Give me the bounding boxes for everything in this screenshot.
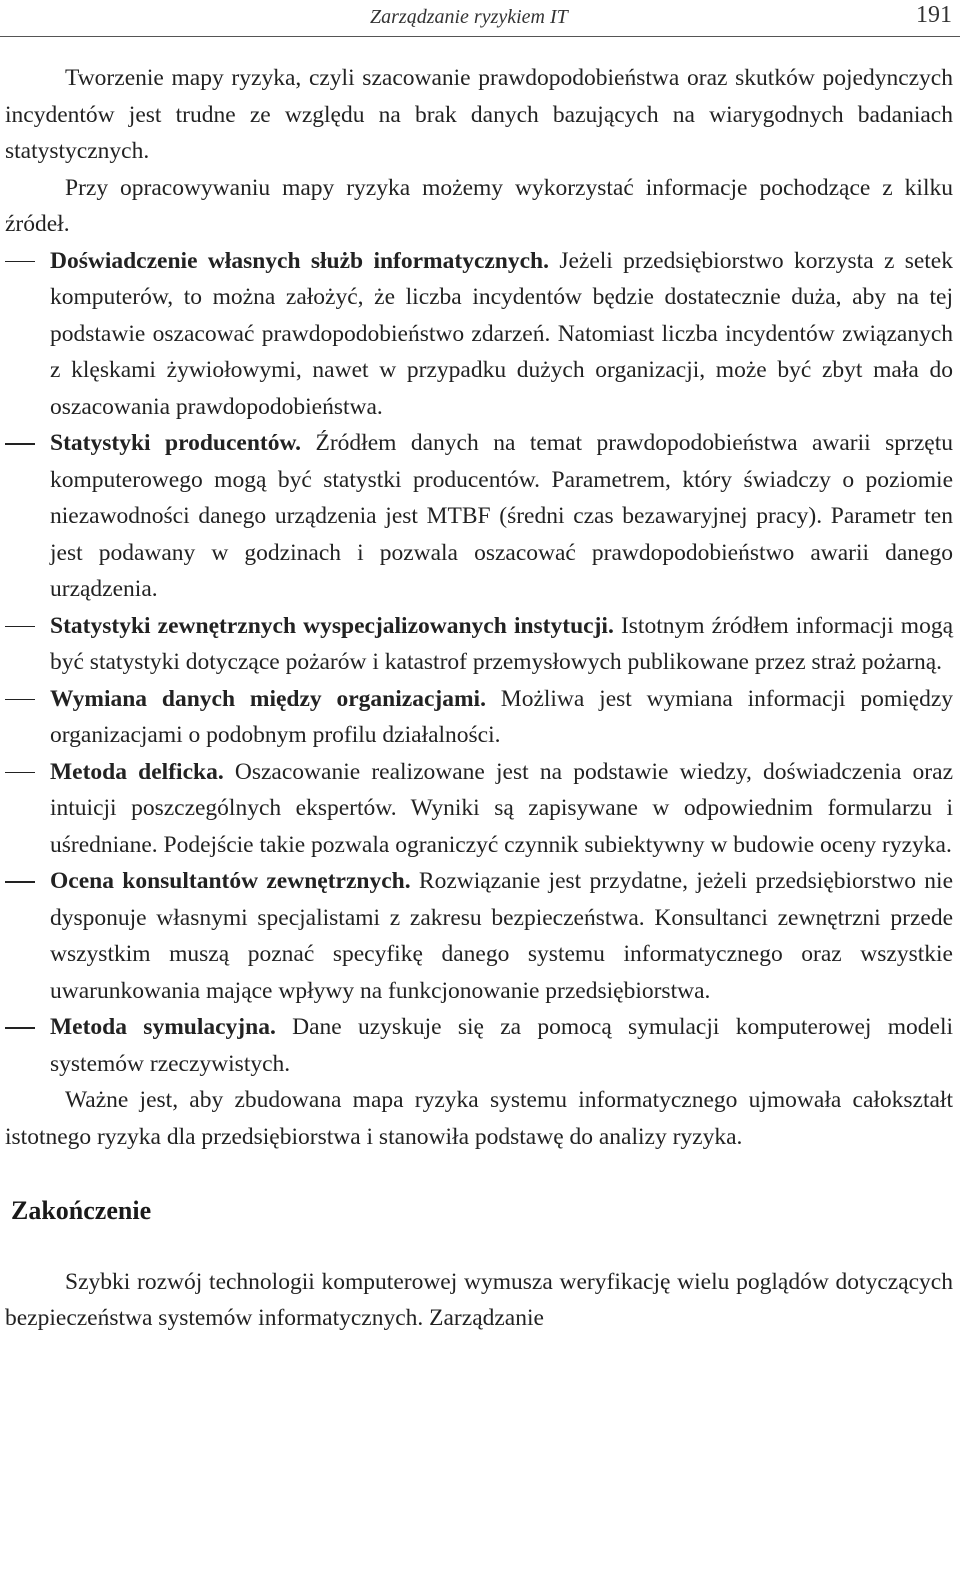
list-item-text: Istotnym źródłem informacji mogą być statystyki dotyczące pożarów i katastrof przemysłowych publikowane przez straż pożarną. (50, 612, 954, 675)
list-item-term: Wymiana danych między organizacjami. (50, 685, 486, 712)
list-item (5, 754, 953, 864)
running-title: Zarządzanie ryzykiem IT (370, 6, 568, 28)
list-item (5, 863, 953, 1009)
intro-paragraph-2: Przy opracowywaniu mapy ryzyka możemy wykorzystać informacje pochodzące z kilku źródeł. (5, 174, 953, 237)
page-header (0, 0, 960, 37)
section-paragraph: Szybki rozwój technologii komputerowej wymusza weryfikację wielu poglądów dotyczących bezpieczeństwa systemów informatycznych. Zarządzanie (5, 1268, 953, 1331)
list-item (5, 243, 953, 426)
list-item-term: Statystyki producentów. (50, 430, 302, 456)
list-item-term: Metoda delficka. (50, 758, 224, 785)
list-item (5, 1009, 953, 1082)
list-item (5, 425, 953, 608)
list-item-text: Dane uzyskuje się za pomocą symulacji komputerowej modeli systemów rzeczywistych. (50, 1014, 954, 1077)
list-item-term: Ocena konsultantów zewnętrznych. (50, 868, 411, 894)
page-body (5, 60, 953, 1337)
list-item-term: Doświadczenie własnych służb informatycznych. (50, 247, 549, 274)
page-number: 191 (916, 2, 952, 28)
list-item-text: Jeżeli przedsiębiorstwo korzysta z setek komputerów, to można założyć, że liczba incydentów będzie dostatecznie duża, aby na tej podstawie oszacować prawdopodobieństwo zdarzeń. Natomiast liczba incydentów związanych z klęskami żywiołowymi, nawet w przypadku dużych organizacji, może być zbyt mała do oszacowania prawdopodobieństwa. (50, 247, 953, 420)
list-item-text: Możliwa jest wymiana informacji pomiędzy organizacjami o podobnym profilu działalności. (50, 685, 954, 748)
risk-data-sources-list (5, 243, 953, 1083)
list-item-text: Źródłem danych na temat prawdopodobieństwa awarii sprzętu komputerowego mogą być statystki producentów. Parametrem, który świadczy o poziomie niezawodności danego urządzenia jest MTBF (średni czas bezawaryjnej pracy). Parametr ten jest podawany w godzinach i pozwala oszacować prawdopodobieństwo awarii danego urządzenia. (50, 430, 954, 602)
closing-paragraph: Ważne jest, aby zbudowana mapa ryzyka systemu informatycznego ujmowała całokształt istotnego ryzyka dla przedsiębiorstwa i stanowiła podstawę do analizy ryzyka. (5, 1087, 953, 1150)
intro-paragraph-1: Tworzenie mapy ryzyka, czyli szacowanie prawdopodobieństwa oraz skutków pojedynczych incydentów jest trudne ze względu na brak danych bazujących na wiarygodnych badaniach statystycznych. (5, 65, 953, 164)
list-item-text: Rozwiązanie jest przydatne, jeżeli przedsiębiorstwo nie dysponuje własnymi specjalistami z zakresu bezpieczeństwa. Konsultanci zewnętrzni przede wszystkim muszą poznać specyfikę danego systemu informatycznego oraz wszystkie uwarunkowania mające wpływy na funkcjonowanie przedsiębiorstwa. (50, 868, 954, 1004)
list-item-term: Statystyki zewnętrznych wyspecjalizowanych instytucji. (50, 612, 614, 639)
list-item (5, 681, 953, 754)
list-item-text: Oszacowanie realizowane jest na podstawie wiedzy, doświadczenia oraz intuicji poszczególnych ekspertów. Wyniki są zapisywane w odpowiednim formularzu i uśredniane. Podejście takie pozwala ograniczyć czynnik subiektywny w budowie oceny ryzyka. (50, 758, 953, 858)
list-item-term: Metoda symulacyjna. (50, 1014, 276, 1040)
list-item (5, 608, 953, 681)
section-heading: Zakończenie (11, 1196, 152, 1225)
